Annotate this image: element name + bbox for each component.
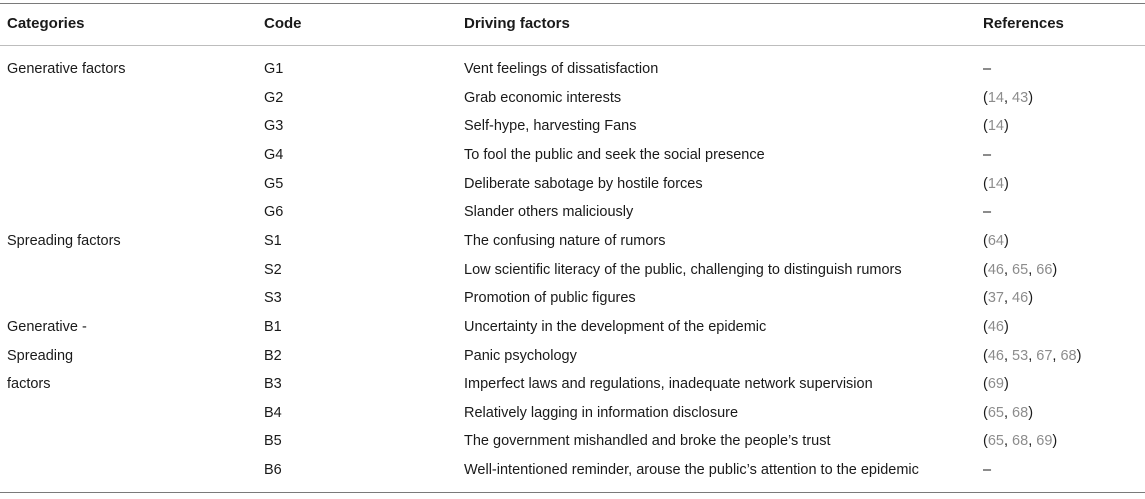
cell-driving-factor: Deliberate sabotage by hostile forces — [464, 175, 703, 192]
cell-driving-factor: The confusing nature of rumors — [464, 232, 666, 249]
table-row — [0, 141, 1145, 170]
reference-link[interactable]: 65 — [987, 433, 1004, 450]
cell-code: S2 — [264, 261, 282, 278]
cell-references: (65, 68) — [983, 404, 1034, 421]
cell-references — [983, 203, 991, 221]
reference-none: – — [983, 204, 992, 221]
header-code: Code — [264, 15, 302, 32]
table-row — [0, 427, 1145, 456]
cell-references: (64) — [983, 232, 1009, 249]
cell-driving-factor: Promotion of public figures — [464, 290, 636, 307]
cell-references: (14, 43) — [983, 89, 1034, 106]
table-bottom-rule — [0, 492, 1145, 493]
cell-code: B1 — [264, 318, 282, 335]
cell-driving-factor: Panic psychology — [464, 347, 577, 364]
cell-code: S1 — [264, 232, 282, 249]
table-row — [0, 170, 1145, 199]
cell-code: G3 — [264, 118, 284, 135]
table-row — [0, 198, 1145, 227]
header-references: References — [983, 15, 1064, 32]
table-row — [0, 227, 1145, 256]
cell-category: Generative - — [7, 318, 87, 335]
reference-link[interactable]: 46 — [987, 318, 1004, 335]
reference-none: – — [983, 146, 992, 163]
cell-driving-factor: Low scientific literacy of the public, challenging to distinguish rumors — [464, 261, 902, 278]
cell-driving-factor: Grab economic interests — [464, 89, 622, 106]
cell-references — [983, 146, 991, 164]
reference-link[interactable]: 64 — [987, 232, 1004, 249]
reference-link[interactable]: 69 — [987, 376, 1004, 393]
cell-driving-factor: The government mishandled and broke the people’s trust — [464, 433, 831, 450]
reference-link[interactable]: 68 — [1012, 404, 1029, 421]
cell-references: (46, 53, 67, 68) — [983, 347, 1082, 364]
table-row — [0, 112, 1145, 141]
table-header-rule — [0, 45, 1145, 46]
table-row — [0, 313, 1145, 342]
cell-references: (46) — [983, 318, 1009, 335]
reference-link[interactable]: 66 — [1036, 261, 1053, 278]
table-row — [0, 84, 1145, 113]
reference-link[interactable]: 67 — [1036, 347, 1053, 364]
cell-category: Spreading — [7, 347, 74, 364]
cell-driving-factor: Well-intentioned reminder, arouse the public’s attention to the epidemic — [464, 462, 919, 479]
cell-driving-factor: To fool the public and seek the social presence — [464, 146, 765, 163]
cell-category: Spreading factors — [7, 232, 121, 249]
cell-references — [983, 461, 991, 479]
cell-references — [983, 60, 991, 78]
cell-driving-factor: Vent feelings of dissatisfaction — [464, 61, 659, 77]
cell-driving-factor: Imperfect laws and regulations, inadequate network supervision — [464, 376, 873, 393]
reference-none: – — [983, 462, 992, 479]
table-row — [0, 256, 1145, 285]
cell-driving-factor: Slander others maliciously — [464, 204, 634, 221]
table-row — [0, 342, 1145, 371]
cell-category: Generative factors — [7, 61, 126, 77]
cell-code: G1 — [264, 61, 284, 77]
cell-driving-factor: Relatively lagging in information disclosure — [464, 404, 739, 421]
reference-link[interactable]: 14 — [987, 118, 1004, 135]
cell-code: G2 — [264, 89, 284, 106]
reference-link[interactable]: 68 — [1060, 347, 1077, 364]
reference-link[interactable]: 43 — [1012, 89, 1029, 106]
reference-link[interactable]: 46 — [1012, 290, 1029, 307]
header-categories: Categories — [7, 15, 85, 32]
reference-link[interactable]: 65 — [987, 404, 1004, 421]
reference-link[interactable]: 69 — [1036, 433, 1053, 450]
reference-link[interactable]: 46 — [987, 261, 1004, 278]
table-row — [0, 284, 1145, 313]
table-row — [0, 370, 1145, 399]
reference-none: – — [983, 61, 992, 77]
reference-link[interactable]: 14 — [987, 175, 1004, 192]
reference-link[interactable]: 53 — [1012, 347, 1029, 364]
header-driving-factors: Driving factors — [464, 15, 570, 32]
cell-code: G4 — [264, 146, 284, 163]
cell-code: B4 — [264, 404, 282, 421]
cell-code: G6 — [264, 204, 284, 221]
cell-references: (14) — [983, 175, 1009, 192]
cell-code: G5 — [264, 175, 284, 192]
cell-driving-factor: Uncertainty in the development of the epidemic — [464, 318, 767, 335]
table-row — [0, 399, 1145, 428]
table-header-row — [0, 3, 1145, 45]
cell-references: (65, 68, 69) — [983, 433, 1058, 450]
cell-code: B3 — [264, 376, 282, 393]
cell-code: B6 — [264, 462, 282, 479]
cell-driving-factor: Self-hype, harvesting Fans — [464, 118, 637, 135]
cell-code: S3 — [264, 290, 282, 307]
table-row — [0, 55, 1145, 84]
cell-references: (37, 46) — [983, 290, 1034, 307]
reference-link[interactable]: 14 — [987, 89, 1004, 106]
reference-link[interactable]: 37 — [987, 290, 1004, 307]
cell-references: (46, 65, 66) — [983, 261, 1058, 278]
cell-references: (69) — [983, 376, 1009, 393]
cell-category: factors — [7, 376, 51, 393]
cell-code: B5 — [264, 433, 282, 450]
cell-code: B2 — [264, 347, 282, 364]
reference-link[interactable]: 68 — [1012, 433, 1029, 450]
reference-link[interactable]: 46 — [987, 347, 1004, 364]
reference-link[interactable]: 65 — [1012, 261, 1029, 278]
cell-references: (14) — [983, 118, 1009, 135]
table-row — [0, 456, 1145, 485]
